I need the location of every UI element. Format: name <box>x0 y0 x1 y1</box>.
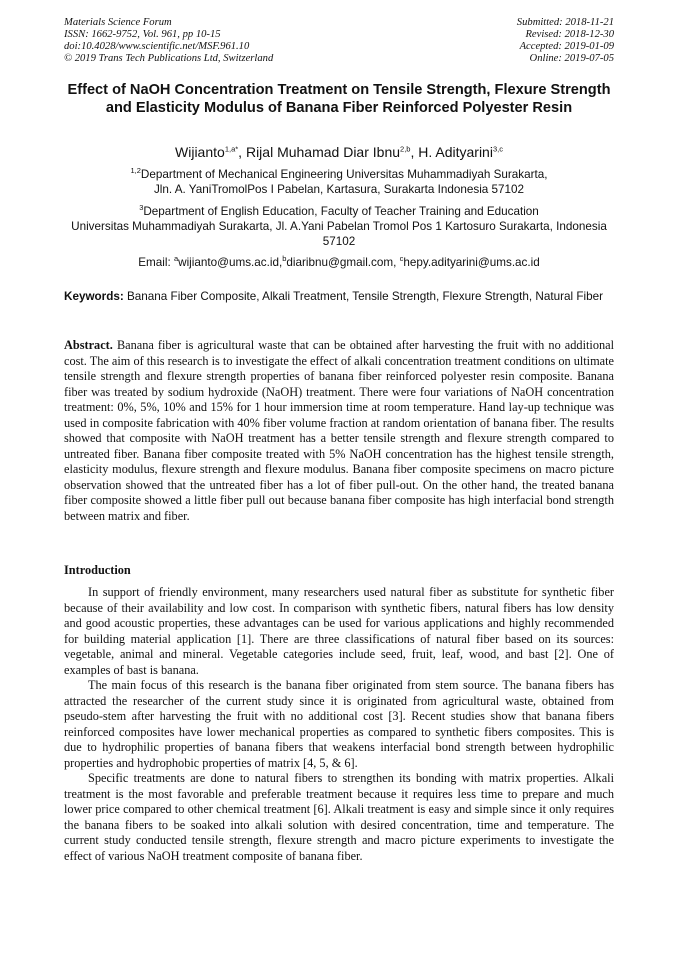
affiliation-line: Jln. A. YaniTromolPos I Pabelan, Kartasura, Surakarta Indonesia 57102 <box>153 183 525 196</box>
affiliation-mark: 3 <box>139 203 144 213</box>
author-name: Rijal Muhamad Diar Ibnu <box>245 144 401 160</box>
paragraph: In support of friendly environment, many researchers used natural fiber as substitute for synthetic fiber because of their availability and low cost. In comparison with synthetic fibers, natural fibers has low density and good acoustic properties, these advantages can be used for various applications and highly recommended for building material application [1]. There are three classifications of natural fiber based on its sources: vegetable, animal and mineral. Vegetable categories include seed, fruit, leaf, wood, and bast [2]. One of examples of bast is banana. <box>64 585 614 677</box>
keywords-text: Banana Fiber Composite, Alkali Treatment, Tensile Strength, Flexure Strength, Natural Fiber <box>127 290 603 303</box>
abstract-text: Banana fiber is agricultural waste that can be obtained after harvesting the fruit with no additional cost. The aim of this research is to investigate the effect of alkali concentration treatment conditions on ultimate tensile strength and flexure strength properties of banana fiber reinforced polyester resin composite. Banana fiber was treated by sodium hydroxide (NaOH) treatment. There were four variations of NaOH concentration treatment: 0%, 5%, 10% and 15% for 1 hour immersion time at room temperature. Hand lay-up technique was used in composite fabrication with 40% fiber volume fraction at random orientation of banana fiber. The results showed that composite with NaOH treatment has a better tensile strength and flexure strength compared to untreated fiber. Banana fiber composite treated with 5% NaOH concentration has the highest tensile strength, elasticity modulus, flexure strength and flexure modulus. Banana fiber composite specimens on macro picture observation showed that the untreated fiber has a lot of fiber pull-out. On the other hand, the treated banana fiber composite showed a little fiber pull out because banana fiber composite has high interfacial bond strength between matrix and fiber. <box>64 338 614 523</box>
section-heading-introduction: Introduction <box>64 563 131 577</box>
journal-name: Materials Science Forum <box>64 17 172 28</box>
journal-header-right <box>314 17 614 65</box>
email-address[interactable]: diaribnu@gmail.com, <box>286 256 400 269</box>
author-affiliation-mark: 1,a* <box>224 144 239 154</box>
email-address[interactable]: wijianto@ums.ac.id, <box>178 256 283 269</box>
email-mark: a <box>173 254 179 264</box>
paper-title: Effect of NaOH Concentration Treatment on Tensile Strength, Flexure Strength and Elasticity Modulus of Banana Fiber Reinforced Polyester Resin <box>67 82 611 116</box>
author-affiliation-mark: 3,c <box>492 144 503 154</box>
email-mark: c <box>399 254 404 264</box>
paragraph: The main focus of this research is the banana fiber originated from stem source. The banana fibers has attracted the researcher of the current study since it is originated from agricultural waste, obtained from pseudo-stem after harvesting the fruit with no additional cost [3]. Recent studies show that banana fibers reinforced composites have lower mechanical properties as compared to synthetic fibers composites. This is due to hydrophilic properties of banana fibers that weakens interfacial bond strength between hydrophilic properties and hydrophobic properties of matrix [4, 5, & 6]. <box>64 678 614 770</box>
affiliation-line: Department of Mechanical Engineering Universitas Muhammadiyah Surakarta, <box>140 168 548 181</box>
copyright-line: © 2019 Trans Tech Publications Ltd, Switzerland <box>64 53 274 64</box>
doi-line: doi:10.4028/www.scientific.net/MSF.961.10 <box>64 41 250 52</box>
author-affiliation-mark: 2,b <box>400 144 411 154</box>
email-mark: b <box>282 254 287 264</box>
affiliation-line: Universitas Muhammadiyah Surakarta, Jl. A.Yani Pabelan Tromol Pos 1 Kartosuro Surakarta, Indonesia 57102 <box>71 220 607 248</box>
issn-line: ISSN: 1662-9752, Vol. 961, pp 10-15 <box>64 29 221 40</box>
keywords-label: Keywords: <box>64 290 124 303</box>
accepted-date: Accepted: 2019-01-09 <box>519 41 614 52</box>
email-label: Email: <box>138 256 174 269</box>
submitted-date: Submitted: 2018-11-21 <box>516 17 614 28</box>
paragraph: Specific treatments are done to natural fibers to strengthen its bonding with matrix properties. Alkali treatment is the most favorable and preferable treatment because it requires less time to prepare and much lower price compared to other chemical treatment [6]. Alkali treatment is easy and simple since it only requires the banana fibers to be soaked into alkali solution with desired concentration, time and temperature. The current study conducted tensile strength, flexure strength and macro picture experiments to investigate the effect of various NaOH treatment composite of banana fiber. <box>64 771 614 863</box>
affiliation-line: Department of English Education, Faculty of Teacher Training and Education <box>143 205 539 218</box>
author-name: Wijianto <box>175 144 225 160</box>
affiliation-mark: 1,2 <box>130 166 141 176</box>
online-date: Online: 2019-07-05 <box>529 53 614 64</box>
introduction-body <box>64 585 614 864</box>
abstract-label: Abstract. <box>64 338 113 352</box>
affiliation-1 <box>64 167 614 197</box>
affiliation-2 <box>64 204 614 249</box>
email-line <box>64 255 614 270</box>
author-list: Wijianto$^{1,a*}$, Rijal Muhamad Diar Ibnu$^{2,b}$, H. Adityarini$^{3,c}$ <box>175 144 503 160</box>
author-name: H. Adityarini <box>418 144 493 160</box>
keywords-block <box>64 289 614 304</box>
revised-date: Revised: 2018-12-30 <box>525 29 614 40</box>
email-address[interactable]: hepy.adityarini@ums.ac.id <box>403 256 540 269</box>
abstract-block <box>64 338 614 524</box>
